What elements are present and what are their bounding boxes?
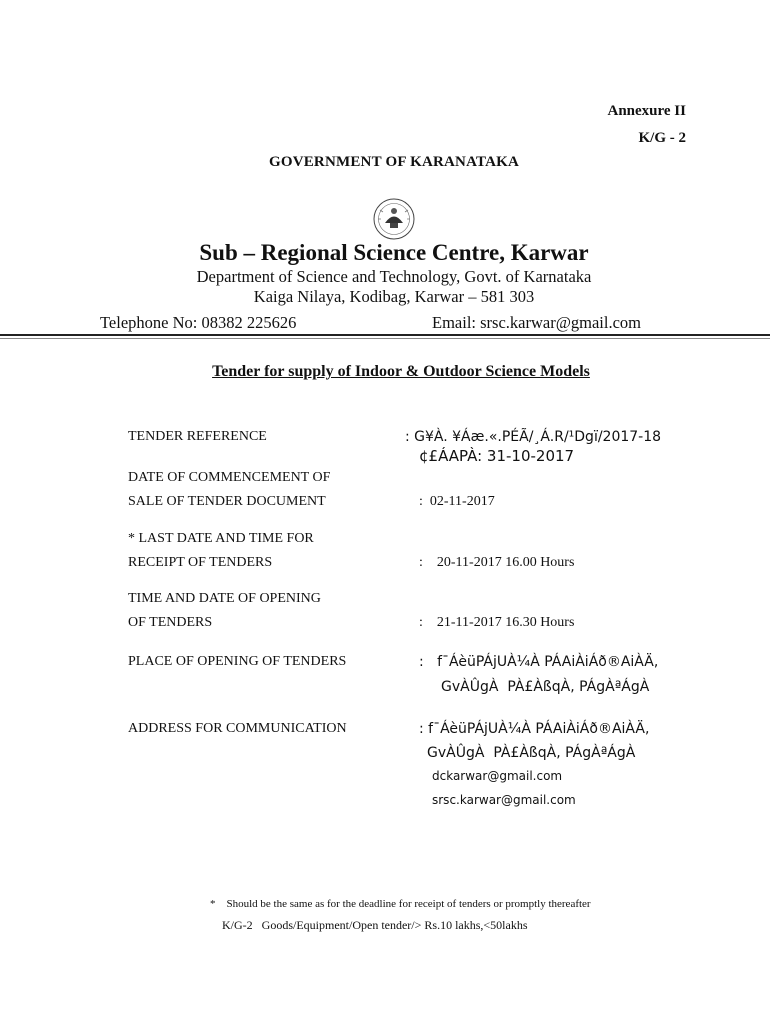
commencement-label-line2: SALE OF TENDER DOCUMENT <box>128 494 326 509</box>
telephone: Telephone No: 08382 225626 <box>100 313 297 332</box>
form-category: K/G-2 Goods/Equipment/Open tender/> Rs.10 lakhs,<50lakhs <box>222 918 528 932</box>
opening-place-value-line1: : f¯ÁèüPÁjUÀ¼À PÁAiÀiÁð®AiÀÄ, <box>419 654 659 670</box>
last-date-value: : 20-11-2017 16.00 Hours <box>419 555 575 570</box>
header-divider-thin <box>0 338 770 339</box>
email: Email: srsc.karwar@gmail.com <box>432 313 642 332</box>
opening-time-value: : 21-11-2017 16.30 Hours <box>419 615 575 630</box>
last-date-label-line2: RECEIPT OF TENDERS <box>128 555 273 570</box>
header-divider <box>0 334 770 336</box>
communication-email-1: dckarwar@gmail.com <box>432 769 563 783</box>
last-date-label-line1: * LAST DATE AND TIME FOR <box>128 531 314 546</box>
communication-label: ADDRESS FOR COMMUNICATION <box>128 721 347 736</box>
communication-email-2: srsc.karwar@gmail.com <box>432 793 576 807</box>
form-code: K/G - 2 <box>638 130 686 146</box>
tender-reference-label: TENDER REFERENCE <box>128 429 267 444</box>
tender-reference-date: ¢£ÁAPÀ: 31-10-2017 <box>419 447 575 465</box>
department-line: Department of Science and Technology, Govt. of Karnataka <box>196 267 592 286</box>
government-heading: GOVERNMENT OF KARANATAKA <box>268 154 520 170</box>
annexure-label: Annexure II <box>607 103 686 119</box>
communication-value-line1: : f¯ÁèüPÁjUÀ¼À PÁAiÀiÁð®AiÀÄ, <box>419 721 650 737</box>
address-line: Kaiga Nilaya, Kodibag, Karwar – 581 303 <box>253 287 535 306</box>
opening-place-value-line2: GvÀÛgÀ PÀ£ÀßqÀ, PÁgÀªÁgÀ <box>441 679 650 695</box>
opening-time-label-line2: OF TENDERS <box>128 615 213 630</box>
tender-title: Tender for supply of Indoor & Outdoor Science Models <box>212 363 590 380</box>
commencement-label-line1: DATE OF COMMENCEMENT OF <box>128 470 331 485</box>
opening-place-label: PLACE OF OPENING OF TENDERS <box>128 654 347 669</box>
communication-value-line2: GvÀÛgÀ PÀ£ÀßqÀ, PÁgÀªÁgÀ <box>427 745 636 761</box>
tender-reference-value: : G¥À. ¥Áæ.«.PÉÃ/¸Á.R/¹Dgï/2017-18 <box>405 429 662 445</box>
commencement-value: : 02-11-2017 <box>419 494 495 509</box>
footnote: * Should be the same as for the deadline for receipt of tenders or promptly thereafter <box>210 898 591 910</box>
opening-time-label-line1: TIME AND DATE OF OPENING <box>128 591 321 606</box>
organization-name: Sub – Regional Science Centre, Karwar <box>199 240 589 265</box>
karnataka-emblem-icon <box>366 196 422 242</box>
